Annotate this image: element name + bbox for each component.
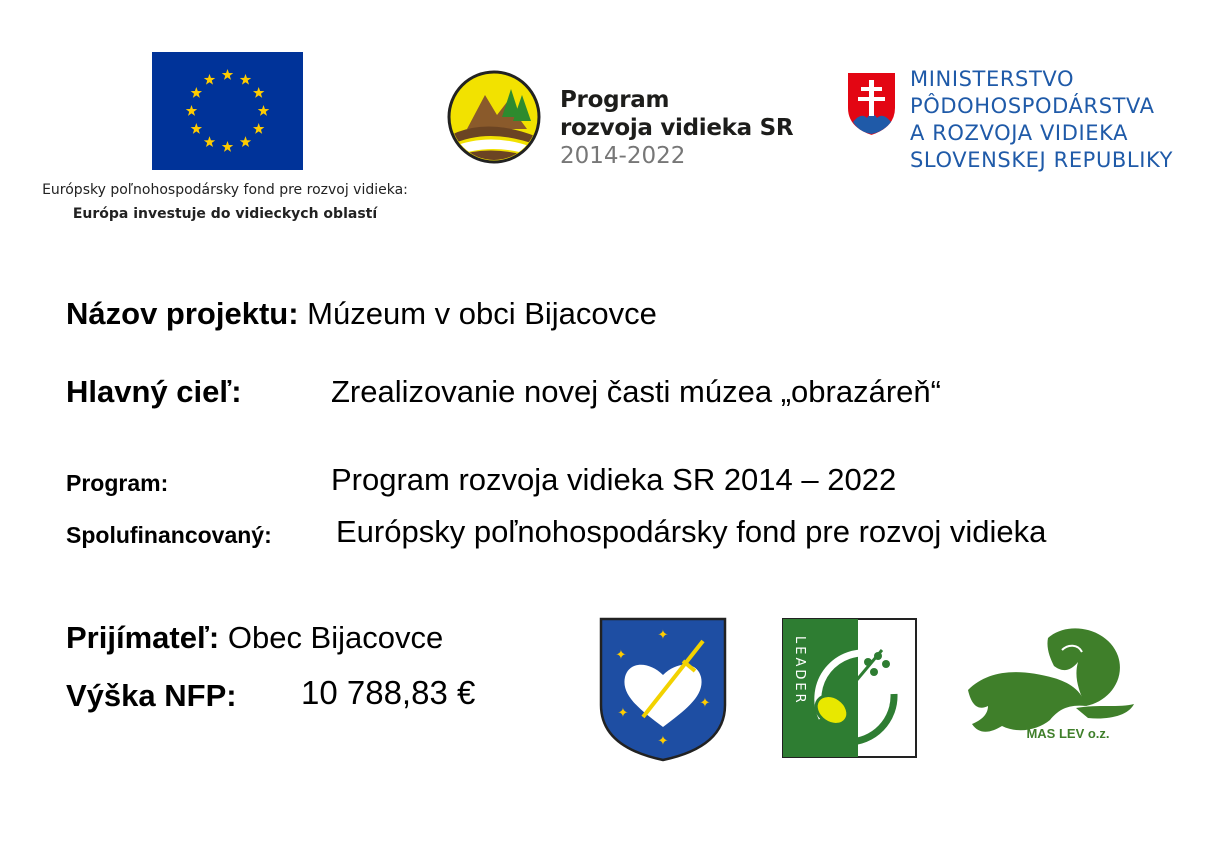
goal-label: Hlavný cieľ: (66, 374, 242, 409)
prv-text (560, 86, 793, 170)
svg-text:✦: ✦ (657, 628, 669, 643)
project-name-value: Múzeum v obci Bijacovce (307, 296, 657, 331)
prv-landscape-icon (447, 67, 542, 167)
ministry-line2: PÔDOHOSPODÁRSTVA (910, 94, 1155, 118)
svg-text:✦: ✦ (617, 706, 629, 721)
ministry-line1: MINISTERSTVO (910, 67, 1075, 91)
project-name-label: Názov projektu: (66, 296, 299, 331)
recipient-label: Prijímateľ: (66, 620, 220, 655)
program-value: Program rozvoja vidieka SR 2014 – 2022 (331, 462, 897, 497)
ministry-line3: A ROZVOJA VIDIEKA (910, 121, 1129, 145)
ministry-text (910, 66, 1173, 174)
nfp-value: 10 788,83 € (301, 674, 476, 711)
eu-flag-icon (152, 52, 303, 170)
mas-text: MAS LEV o.z. (1026, 726, 1110, 741)
cofinanced-label: Spolufinancovaný: (66, 522, 272, 548)
recipient-row (66, 620, 443, 656)
goal-value: Zrealizovanie novej časti múzea „obrazáreň“ (331, 374, 941, 409)
program-label: Program: (66, 470, 169, 496)
prv-line1: Program (560, 87, 670, 113)
prv-years: 2014-2022 (560, 143, 686, 169)
svg-text:✦: ✦ (657, 734, 669, 749)
lion-icon (958, 620, 1143, 745)
eu-caption-line2: Európa investuje do vidieckych oblastí (72, 206, 378, 222)
leader-logo-icon (782, 618, 917, 758)
svg-text:✦: ✦ (615, 648, 627, 663)
project-name-row (66, 296, 657, 332)
leader-text: LEADER (792, 636, 807, 706)
eu-caption (20, 178, 430, 226)
recipient-value: Obec Bijacovce (227, 620, 444, 655)
ministry-line4: SLOVENSKEJ REPUBLIKY (910, 148, 1174, 172)
prv-line2: rozvoja vidieka SR (560, 115, 794, 141)
eu-caption-line1: Európsky poľnohospodársky fond pre rozvoj vidieka: (42, 182, 408, 198)
bijacovce-coat-of-arms-icon (599, 617, 727, 762)
slovak-coat-of-arms-icon (845, 70, 898, 138)
cofinanced-value: Európsky poľnohospodársky fond pre rozvoj vidieka (336, 514, 1047, 549)
nfp-label: Výška NFP: (66, 678, 237, 713)
svg-text:✦: ✦ (699, 696, 711, 711)
